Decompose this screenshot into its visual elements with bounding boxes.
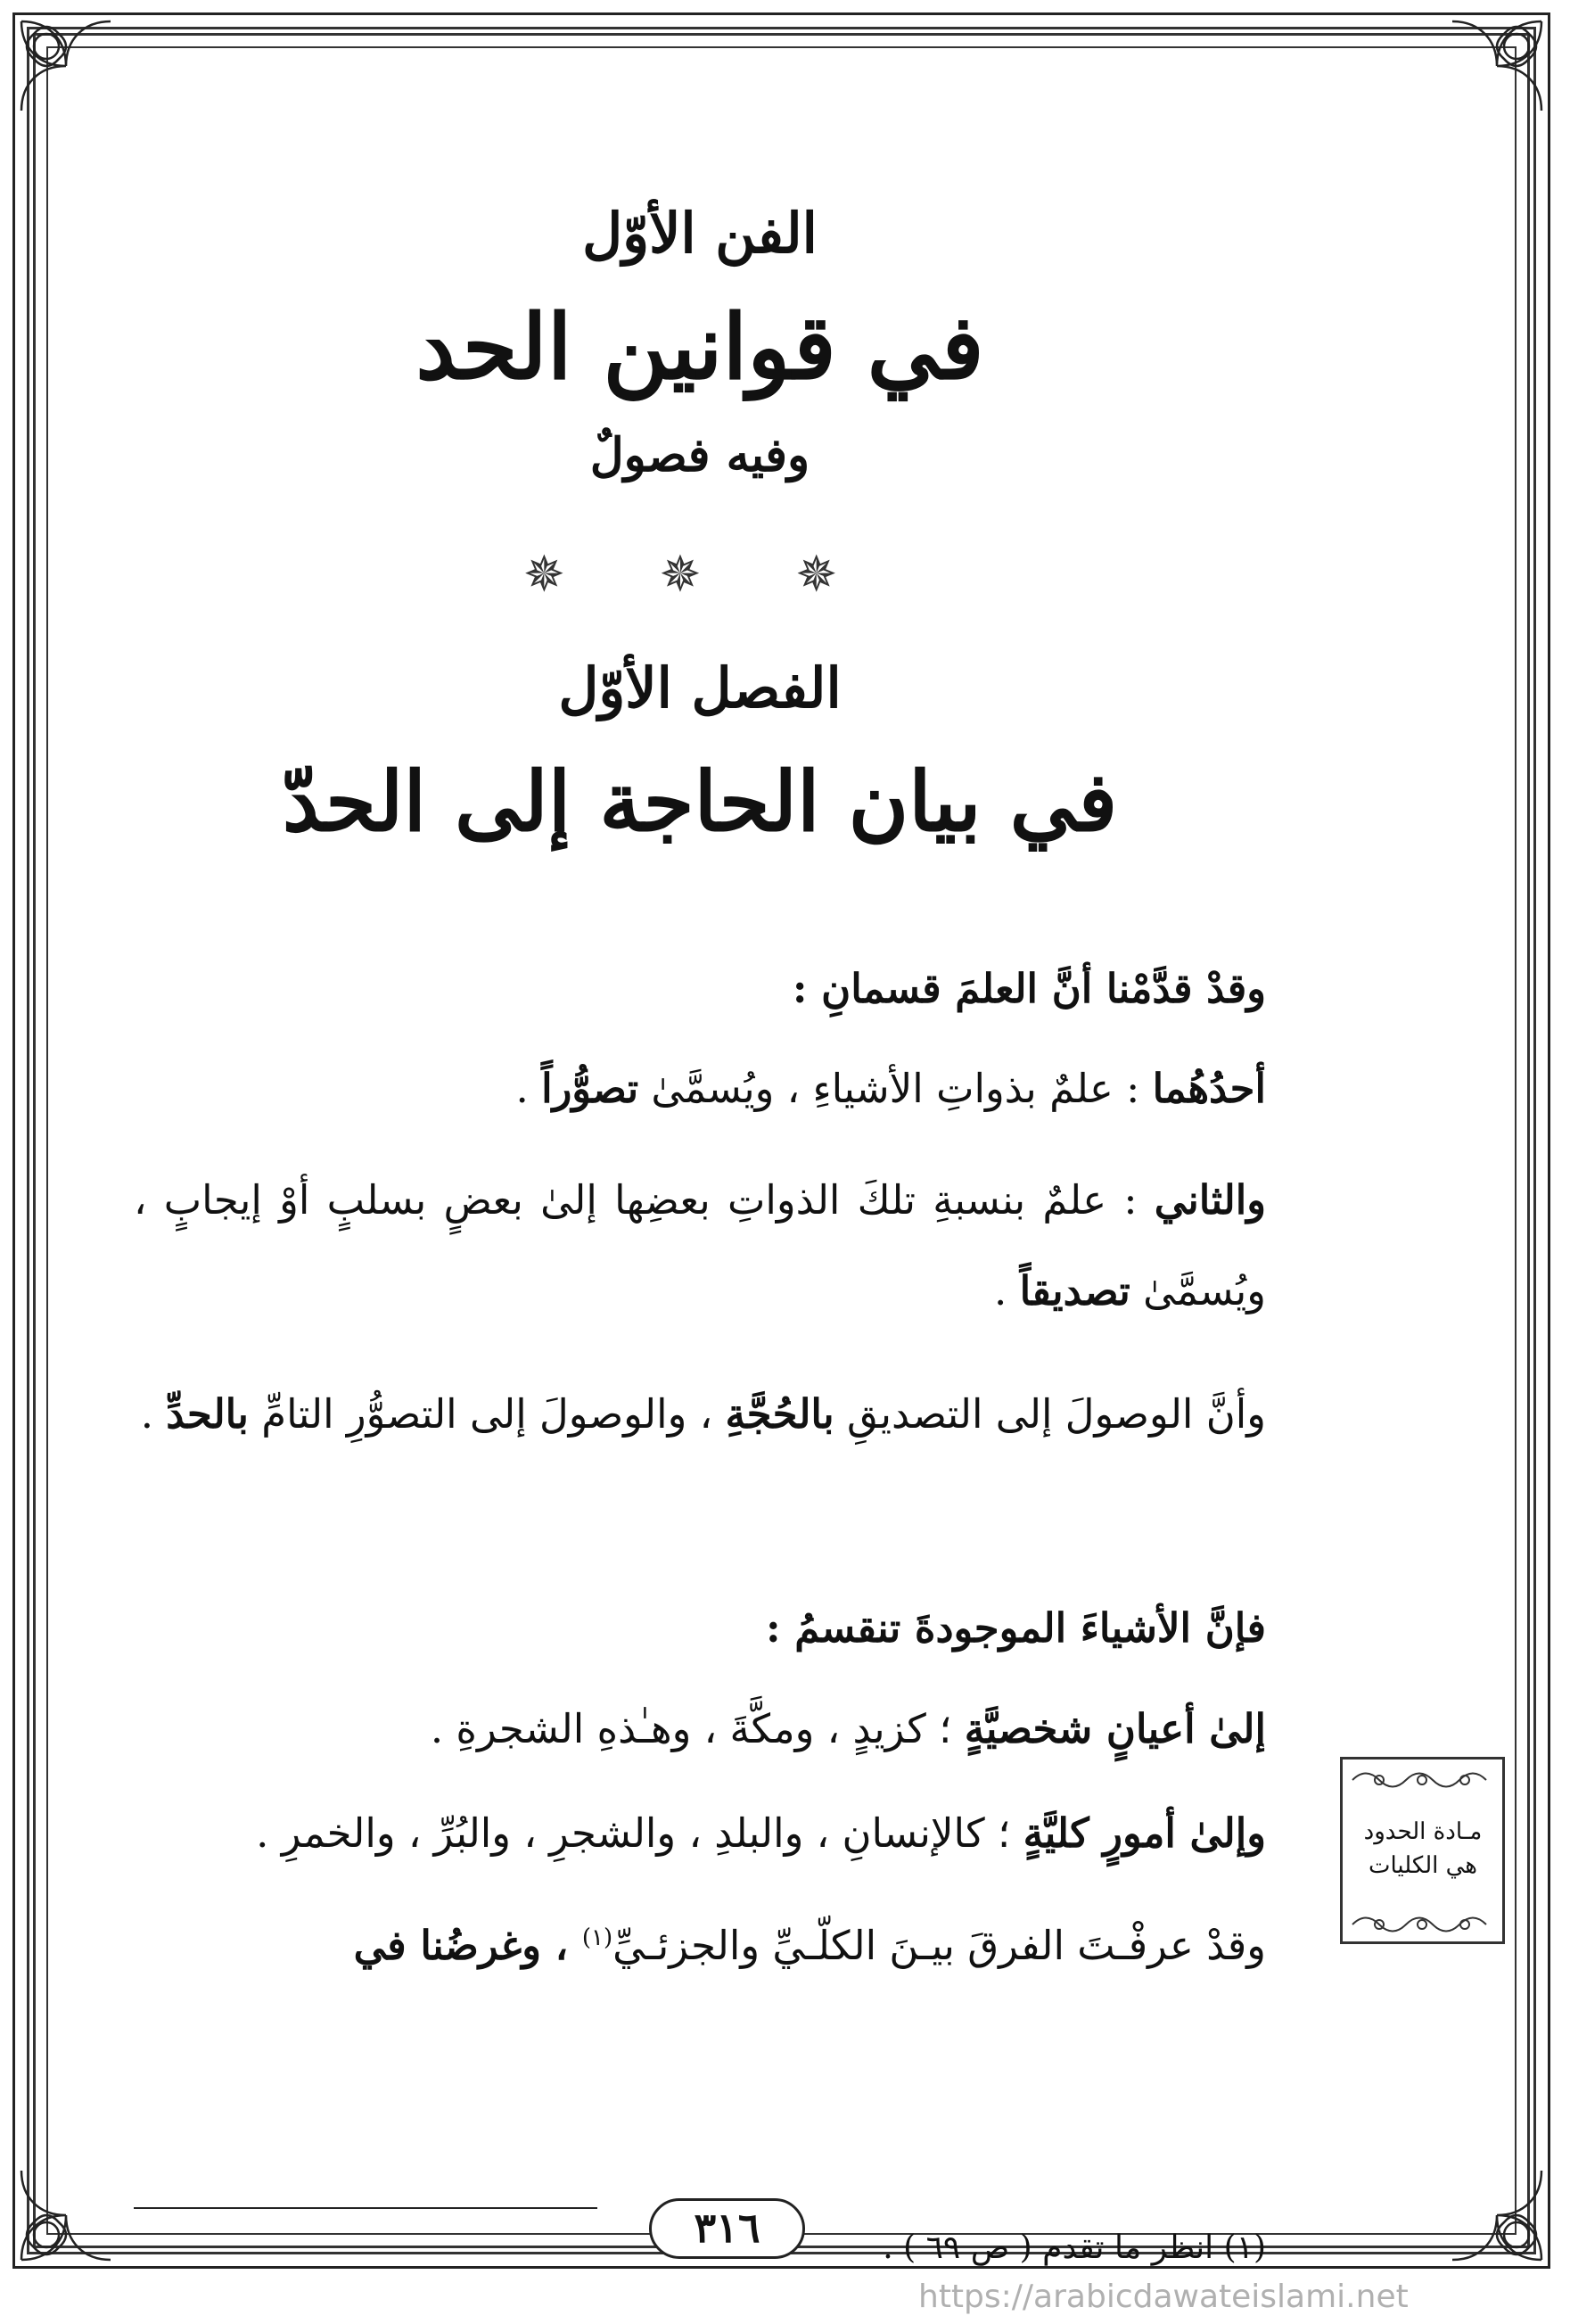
paragraph-text: ؛ كالإنسانِ ، والبلدِ ، والشجرِ ، والبُرِّ ، والخمرِ .	[256, 1809, 1023, 1857]
page-number: ٣١٦	[649, 2198, 805, 2259]
paragraph-text: : علمٌ بنسبةِ تلكَ الذواتِ بعضِها إلىٰ بعضٍ بسلبٍ أوْ إيجابٍ ، ويُسمَّىٰ	[134, 1176, 1266, 1314]
corner-ornament-icon	[1443, 2162, 1550, 2269]
chapter-title: الفصل الأوّل	[558, 655, 842, 721]
paragraph-text: ، والوصولَ إلى التصوُّرِ التامِّ	[248, 1390, 726, 1438]
paragraph-text: ؛ كزيدٍ ، ومكَّةَ ، وهـٰذهِ الشجرةِ .	[430, 1705, 965, 1752]
footnote-divider	[134, 2207, 597, 2209]
paragraph-term: ، وغرضُنا في	[353, 1922, 582, 1969]
paragraph-8	[134, 1892, 1266, 1991]
paragraph-term: تصوُّراً	[541, 1065, 639, 1112]
paragraph-text: وقدْ قدَّمْنا أنَّ العلمَ قسمانِ :	[792, 965, 1266, 1012]
paragraph-1	[134, 944, 1266, 1034]
paragraph-tail: .	[140, 1390, 167, 1438]
paragraph-6	[134, 1684, 1266, 1775]
paragraph-4	[134, 1369, 1266, 1460]
footnote: (١) انظر ما تقدم ( ص ٦٩ ) .	[883, 2229, 1266, 2266]
paragraph-lead: أحدُهُما	[1152, 1065, 1266, 1112]
part-title: الفن الأوّل	[582, 201, 818, 266]
paragraph-term: تصديقاً	[1019, 1267, 1130, 1314]
paragraph-term: إلىٰ أعيانٍ شخصيَّةٍ	[964, 1705, 1266, 1752]
paragraph-term: بالحدِّ	[166, 1390, 249, 1438]
ornament-band-icon	[1348, 1765, 1497, 1795]
paragraph-2	[134, 1043, 1266, 1134]
paragraph-7	[134, 1788, 1266, 1879]
corner-ornament-icon	[12, 12, 119, 119]
page-content	[134, 0, 1266, 2319]
paragraph-tail: .	[515, 1065, 542, 1112]
paragraph-text: : علمٌ بذواتِ الأشياءِ ، ويُسمَّىٰ	[638, 1065, 1153, 1112]
paragraph-lead: والثاني	[1154, 1176, 1266, 1224]
margin-note	[1340, 1757, 1505, 1944]
paragraph-tail: .	[993, 1267, 1020, 1314]
chapter-subtitle: في بيان الحاجة إلى الحدّ	[282, 754, 1118, 850]
star-divider-icon: ✵ ✵ ✵	[522, 546, 877, 604]
watermark-url[interactable]: https://arabicdawateislami.net	[918, 2279, 1409, 2315]
footnote-marker[interactable]: (١)	[581, 1924, 613, 1951]
paragraph-text: وأنَّ الوصولَ إلى التصديقِ	[834, 1390, 1266, 1438]
main-subtitle: وفيه فصولٌ	[589, 428, 810, 482]
paragraph-term: وإلىٰ أمورٍ كليَّةٍ	[1023, 1809, 1266, 1857]
corner-ornament-icon	[12, 2162, 119, 2269]
paragraph-term: بالحُجَّةِ	[725, 1390, 834, 1438]
main-title: في قوانين الحد	[415, 294, 984, 400]
paragraph-text: فإنَّ الأشياءَ الموجودةَ تنقسمُ :	[766, 1604, 1266, 1652]
paragraph-text: وقدْ عرفْـتَ الفرقَ بيـنَ الكلّـيِّ والجزئـيِّ	[612, 1922, 1266, 1969]
margin-note-text: مـادة الحدود هي الكليات	[1363, 1818, 1483, 1879]
paragraph-3	[134, 1155, 1266, 1337]
corner-ornament-icon	[1443, 12, 1550, 119]
ornament-band-icon	[1348, 1909, 1497, 1940]
paragraph-5	[134, 1583, 1266, 1674]
